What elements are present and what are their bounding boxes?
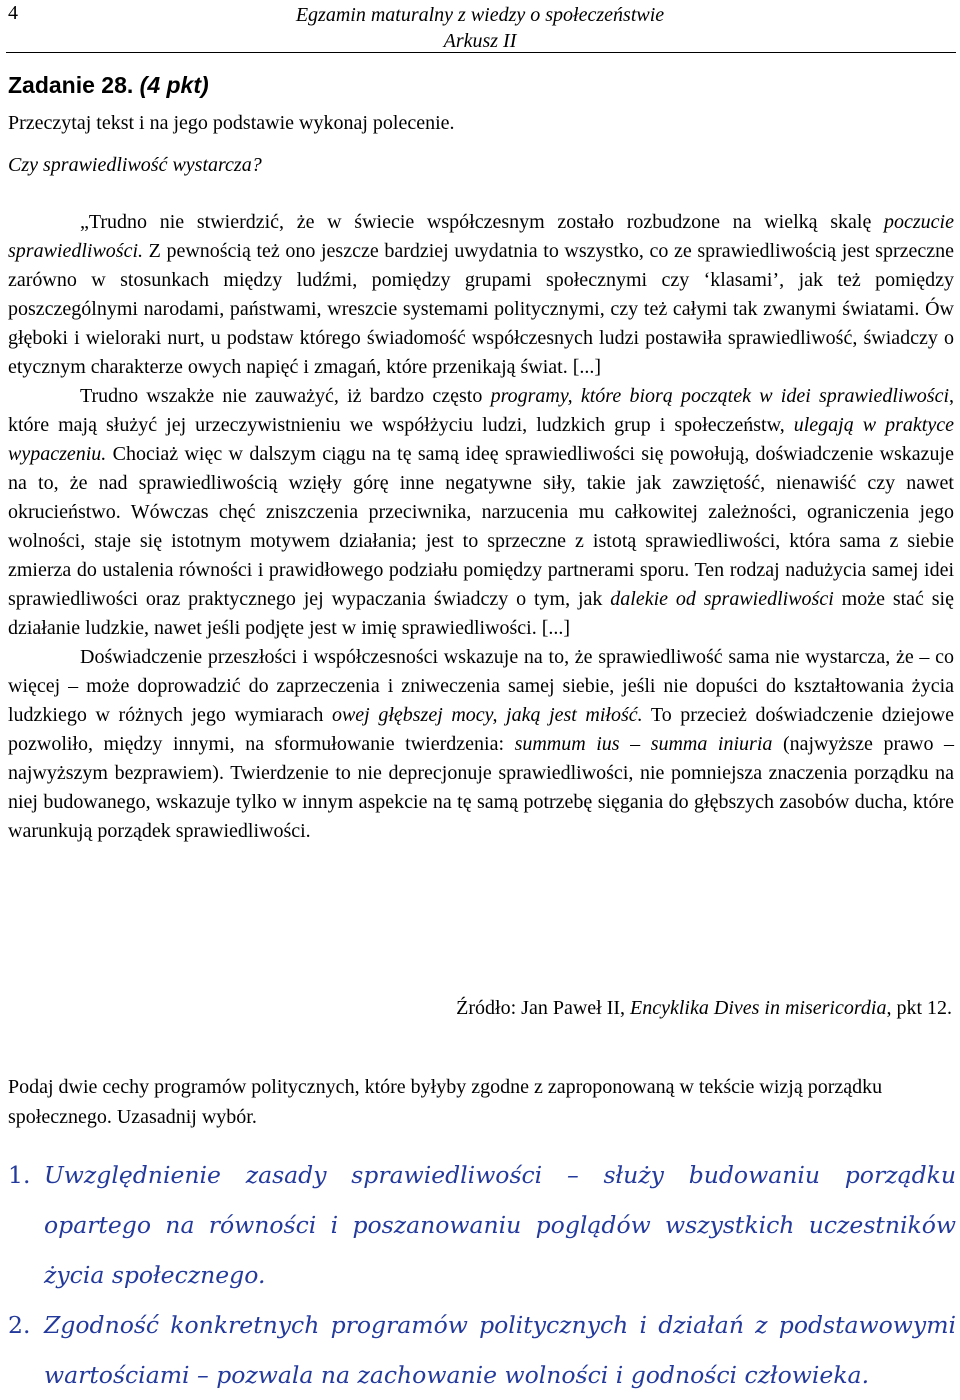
exam-header (250, 2, 710, 54)
answer-number: 1. (8, 1161, 31, 1189)
source-text (8, 208, 954, 846)
exam-sheet: Arkusz II (443, 30, 517, 52)
exam-title: Egzamin maturalny z wiedzy o społeczeństwie (295, 4, 665, 26)
source-citation: Źródło: Jan Paweł II, Encyklika Dives in misericordia, pkt 12. (456, 997, 952, 1019)
source-title: Czy sprawiedliwość wystarcza? (8, 154, 262, 176)
answer-text: Uwzględnienie zasady sprawiedliwości – służy budowaniu porządku opartego na równości i poszanowaniu poglądów wszystkich uczestników życia społecznego. (44, 1161, 956, 1289)
source-paragraph-3: Doświadczenie przeszłości i współczesności wskazuje na to, że sprawiedliwość sama nie wystarcza, że – co więcej – może doprowadzić do zaprzeczenia i zniweczenia samej siebie, jeśli nie dopuści do kształtowania życia ludzkiego w różnych jego wymiarach owej głębszej mocy, jaką jest miłość. To przecież doświadczenie dziejowe pozwoliło, między innymi, na sformułowanie twierdzenia: summum ius – summa iniuria (najwyższe prawo – najwyższym bezprawiem). Twierdzenie to nie deprecjonuje sprawiedliwości, nie pomniejsza znaczenia porządku na niej budowanego, wskazuje tylko w innym aspekcie na tę samą potrzebę sięgania do głębszych zasobów ducha, które warunkują porządek sprawiedliwości. (8, 646, 954, 842)
answer-text: Zgodność konkretnych programów politycznych i działań z podstawowymi wartościami – pozwala na zachowanie wolności i godności człowieka. (44, 1311, 956, 1389)
answer-number: 2. (8, 1311, 31, 1339)
answer-item (8, 1150, 956, 1300)
task-title (8, 72, 209, 99)
source-paragraph-2: Trudno wszakże nie zauważyć, iż bardzo często programy, które biorą początek w idei sprawiedliwości, które mają służyć jej urzeczywistnieniu we współżyciu ludzi, ludzkich grup i społeczeństw, ulegają w praktyce wypaczeniu. Chociaż więc w dalszym ciągu na tę samą ideę sprawiedliwości się powołują, doświadczenie wskazuje na to, że nad sprawiedliwością wzięły górę inne negatywne siły, takie jak zawziętość, nienawiść czy nawet okrucieństwo. Wówczas chęć zniszczenia przeciwnika, narzucenia mu całkowitej zależności, ograniczenia jego wolności, staje się istotnym motywem działania; jest to sprzeczne z istotą sprawiedliwości, która sama z siebie zmierza do ustalenia równości i prawidłowego podziału pomiędzy partnerami sporu. Ten rodzaj nadużycia samej idei sprawiedliwości oraz praktycznego jej wypaczania świadczy o tym, jak dalekie od sprawiedliwości może stać się działanie ludzkie, nawet jeśli podjęte jest w imię sprawiedliwości. [...] (8, 385, 954, 639)
handwritten-answers (8, 1150, 956, 1400)
source-paragraph-1: „Trudno nie stwierdzić, że w świecie współczesnym zostało rozbudzone na wielką skalę poczucie sprawiedliwości. Z pewnością też ono jeszcze bardziej uwydatnia to wszystko, co ze sprawiedliwością jest sprzeczne zarówno w stosunkach między ludźmi, pomiędzy grupami społecznymi czy ‘klasami’, jak też pomiędzy poszczególnymi narodami, państwami, wreszcie systemami politycznymi, czy też całymi tak zwanymi światami. Ów głęboki i wieloraki nurt, u podstaw którego świadomość współczesnych ludzi postawiła sprawiedliwość, świadczy o etycznym charakterze owych napięć i zmagań, które przenikają świat. [...] (8, 211, 954, 378)
page-number: 4 (8, 2, 18, 24)
task-points: (4 pkt) (139, 72, 209, 98)
task-number: Zadanie 28. (8, 72, 134, 98)
header-divider (6, 52, 956, 53)
question-text: Podaj dwie cechy programów politycznych, które byłyby zgodne z zaproponowaną w tekście wizją porządku społecznego. Uzasadnij wybór. (8, 1076, 883, 1128)
answer-item (8, 1300, 956, 1400)
task-instruction: Przeczytaj tekst i na jego podstawie wykonaj polecenie. (8, 112, 455, 134)
